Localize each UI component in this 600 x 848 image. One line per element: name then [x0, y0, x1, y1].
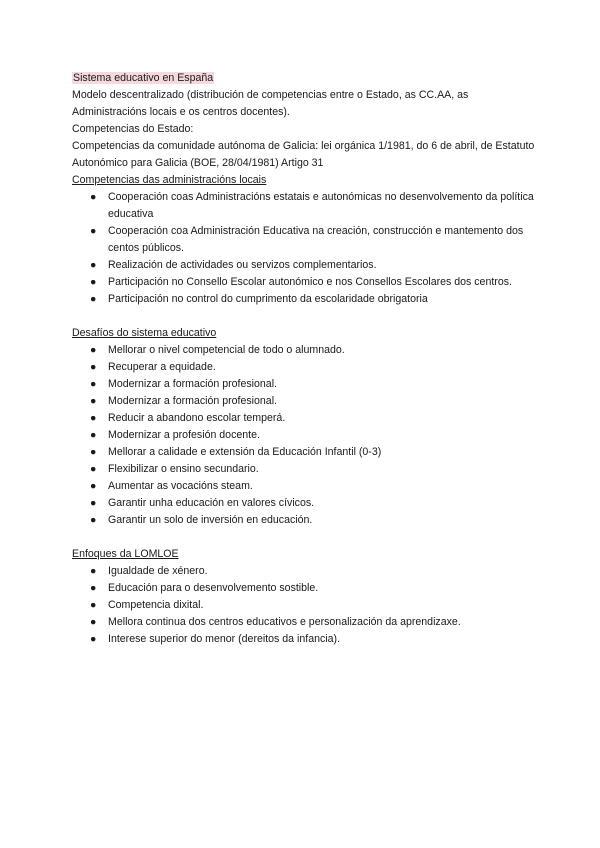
bullet-icon: ● [90, 565, 97, 577]
bullet-icon: ● [90, 446, 97, 458]
doc-title [72, 70, 540, 87]
bullet-icon: ● [90, 582, 97, 594]
list-item: ● Garantir unha educación en valores cívicos. [90, 495, 540, 512]
desafios-heading: Desafíos do sistema educativo [72, 327, 217, 339]
bullet-icon: ● [90, 412, 97, 424]
list-item: ● Garantir un solo de inversión en educación. [90, 512, 540, 529]
list-item: ● Flexibilizar o ensino secundario. [90, 461, 540, 478]
list-item: ● Recuperar a equidade. [90, 359, 540, 376]
bullet-icon: ● [90, 276, 97, 288]
list-item: ● Participación no control do cumprimento da escolaridade obrigatoria [90, 291, 540, 308]
spacer [72, 529, 540, 546]
spacer [72, 308, 540, 325]
intro-paragraph: Modelo descentralizado (distribución de competencias entre o Estado, as CC.AA, as Administracións locais e os centros docentes). [72, 89, 469, 118]
desafios-list [72, 342, 540, 529]
bullet-icon: ● [90, 378, 97, 390]
list-item: ● Igualdade de xénero. [90, 563, 540, 580]
bullet-icon: ● [90, 344, 97, 356]
bullet-icon: ● [90, 599, 97, 611]
bullet-icon: ● [90, 497, 97, 509]
competencias-estado-label: Competencias do Estado: [72, 123, 194, 135]
admin-heading: Competencias das administracións locais [72, 174, 267, 186]
bullet-icon: ● [90, 361, 97, 373]
list-item: ● Modernizar a formación profesional. [90, 393, 540, 410]
doc-title-text: Sistema educativo en España [73, 72, 214, 84]
bullet-icon: ● [90, 191, 97, 203]
list-item: ● Modernizar a formación profesional. [90, 376, 540, 393]
bullet-icon: ● [90, 616, 97, 628]
list-item: ● Cooperación coas Administracións estatais e autonómicas no desenvolvemento da política educativa [90, 191, 534, 220]
enfoques-list [72, 563, 540, 648]
list-item: ● Mellorar o nivel competencial de todo o alumnado. [90, 342, 540, 359]
list-item: ● Modernizar a profesión docente. [90, 427, 540, 444]
admin-list [72, 189, 540, 308]
list-item: ● Participación no Consello Escolar autonómico e nos Consellos Escolares dos centros. [90, 274, 540, 291]
competencias-galicia-paragraph: Competencias da comunidade autónoma de Galicia: lei orgánica 1/1981, do 6 de abril, de Estatuto Autonómico para Galicia (BOE, 28/04/1981) Artigo 31 [72, 140, 535, 169]
list-item: ● Mellorar a calidade e extensión da Educación Infantil (0-3) [90, 444, 540, 461]
list-item: ● Cooperación coa Administración Educativa na creación, construcción e mantemento dos centos públicos. [90, 225, 524, 254]
bullet-icon: ● [90, 293, 97, 305]
list-item: ● Interese superior do menor (dereitos da infancia). [90, 631, 540, 648]
bullet-icon: ● [90, 429, 97, 441]
list-item: ● Realización de actividades ou servizos complementarios. [90, 257, 540, 274]
list-item: ● Reducir a abandono escolar temperá. [90, 410, 540, 427]
bullet-icon: ● [90, 463, 97, 475]
bullet-icon: ● [90, 225, 97, 237]
bullet-icon: ● [90, 395, 97, 407]
bullet-icon: ● [90, 259, 97, 271]
list-item: ● Competencia dixital. [90, 597, 540, 614]
list-item: ● Mellora continua dos centros educativos e personalización da aprendizaxe. [90, 614, 540, 631]
bullet-icon: ● [90, 633, 97, 645]
enfoques-heading: Enfoques da LOMLOE [72, 548, 179, 560]
list-item: ● Aumentar as vocacións steam. [90, 478, 540, 495]
list-item: ● Educación para o desenvolvemento sostible. [90, 580, 540, 597]
bullet-icon: ● [90, 514, 97, 526]
bullet-icon: ● [90, 480, 97, 492]
